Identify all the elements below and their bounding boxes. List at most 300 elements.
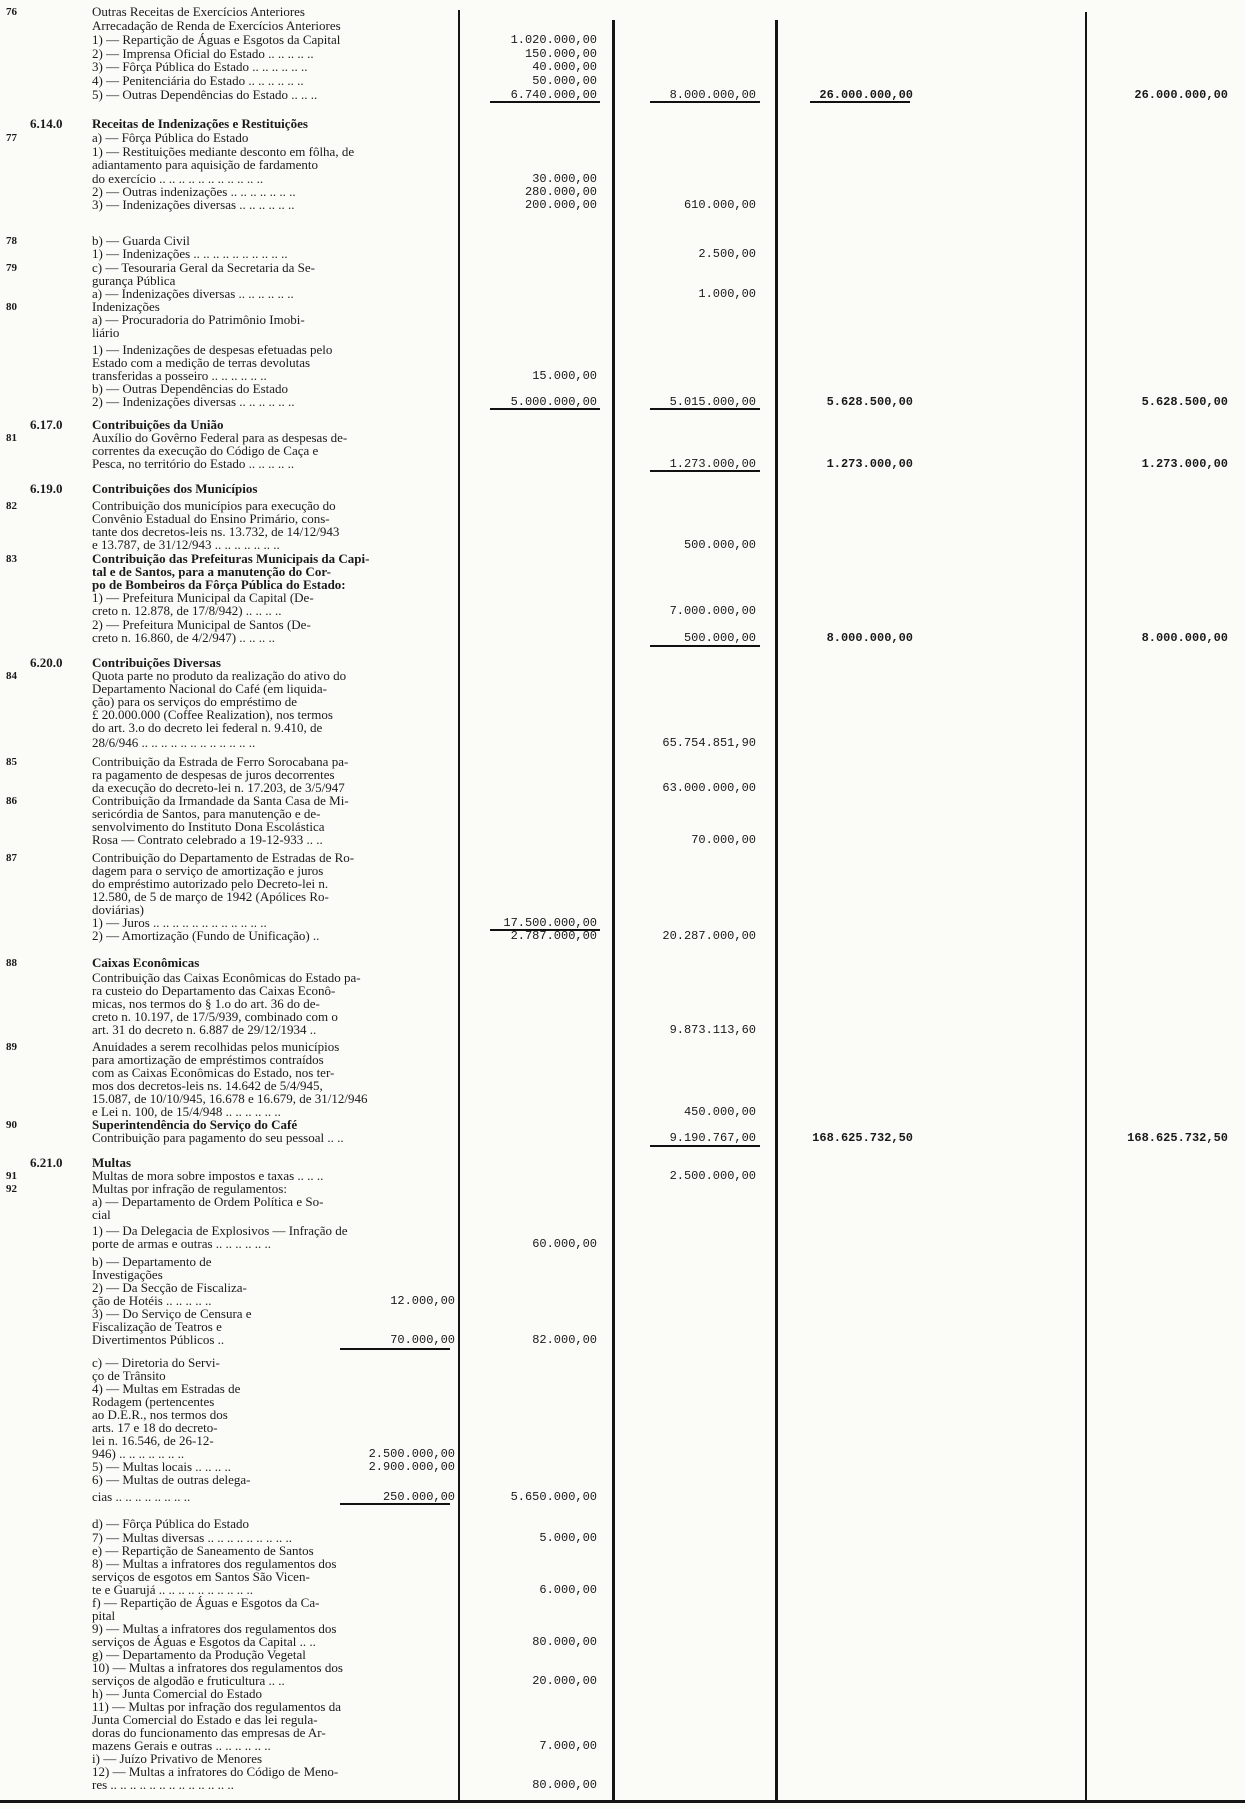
entry-description: para amortização de empréstimos contraídos [92, 1053, 324, 1067]
ledger-row [0, 131, 1245, 145]
ledger-row [0, 1040, 1245, 1054]
amount: 1.020.000,00 [510, 33, 597, 47]
entry-description: Superintendência do Serviço do Café [92, 1118, 298, 1132]
entry-description: 11) — Multas por infração dos regulamentos da [92, 1700, 341, 1714]
entry-description: 1) — Indenizações .. .. .. .. .. .. .. .. .. .. [92, 247, 288, 261]
ledger-row [0, 1079, 1245, 1093]
entry-description: a) — Departamento de Ordem Política e So- [92, 1195, 324, 1209]
amount: 200.000,00 [524, 198, 597, 212]
ledger-row [0, 88, 1245, 102]
ledger-row [0, 1596, 1245, 1610]
amount: 5.000.000,00 [510, 395, 597, 409]
ledger-row [0, 591, 1245, 605]
entry-description: Auxílio do Govêrno Federal para as despesas de- [92, 431, 348, 445]
entry-description: ção de Hotéis .. .. .. .. .. [92, 1294, 212, 1308]
entry-description: ra pagamento de despesas de juros decorrentes [92, 768, 335, 782]
entry-description: Outras Receitas de Exercícios Anteriores [92, 5, 305, 19]
ledger-row [0, 1268, 1245, 1282]
ledger-row [0, 916, 1245, 930]
entry-description: po de Bombeiros da Fôrça Pública do Estado: [92, 578, 346, 592]
entry-description: 15.087, de 10/10/945, 16.678 e 16.679, de 31/12/946 [92, 1092, 368, 1106]
entry-description: 1) — Da Delegacia de Explosivos — Infração de [92, 1224, 348, 1238]
entry-description: mos dos decretos-leis ns. 14.642 de 5/4/945, [92, 1079, 323, 1093]
total: 8.000.000,00 [826, 631, 913, 645]
ledger-row [0, 1237, 1245, 1251]
ledger-row [0, 1333, 1245, 1347]
entry-description: ao D.E.R., nos termos dos [92, 1408, 228, 1422]
entry-description: 1) — Repartição de Águas e Esgotos da Capital [92, 33, 341, 47]
total: 1.273.000,00 [826, 457, 913, 471]
entry-description: gurança Pública [92, 274, 176, 288]
item-number: 84 [6, 670, 17, 682]
entry-description: do art. 3.o do decreto lei federal n. 9.410, de [92, 721, 323, 735]
entry-description: transferidas a posseiro .. .. .. .. .. .. [92, 369, 267, 383]
ledger-row [0, 755, 1245, 769]
ledger-row [0, 1557, 1245, 1571]
entry-description: g) — Departamento da Produção Vegetal [92, 1648, 306, 1662]
entry-description: 5) — Multas locais .. .. .. .. [92, 1460, 232, 1474]
amount: 15.000,00 [532, 369, 597, 383]
ledger-row [0, 74, 1245, 88]
section-code: 6.19.0 [30, 481, 63, 496]
ledger-row [0, 1320, 1245, 1334]
bottom-rule [0, 1800, 1245, 1803]
ledger-row [0, 1544, 1245, 1558]
ledger-row [0, 512, 1245, 526]
ledger-row [0, 1726, 1245, 1740]
ledger-row [0, 1224, 1245, 1238]
ledger-row [0, 343, 1245, 357]
entry-description: senvolvimento do Instituto Dona Escolástica [92, 820, 325, 834]
amount: 80.000,00 [532, 1635, 597, 1649]
entry-description: Anuidades a serem recolhidas pelos municípios [92, 1040, 340, 1054]
entry-description: do exercício .. .. .. .. .. .. .. .. .. .. .. [92, 172, 264, 186]
entry-description: com as Caixas Econômicas do Estado, nos ter- [92, 1066, 335, 1080]
amount: 2.787.000,00 [510, 929, 597, 943]
entry-description: 7) — Multas diversas .. .. .. .. .. .. .. .. .. [92, 1531, 293, 1545]
subtotal: 2.500.000,00 [669, 1169, 756, 1183]
ledger-row [0, 1752, 1245, 1766]
entry-description: i) — Juízo Privativo de Menores [92, 1752, 263, 1766]
entry-description: 3) — Indenizações diversas .. .. .. .. .. .. [92, 198, 295, 212]
entry-description: Contribuições da União [92, 418, 224, 432]
entry-description: do empréstimo autorizado pelo Decreto-lei n. [92, 877, 329, 891]
entry-description: b) — Outras Dependências do Estado [92, 382, 289, 396]
subtotal: 500.000,00 [683, 631, 756, 645]
entry-description: ção) para os serviços do empréstimo de [92, 695, 298, 709]
section-code: 6.21.0 [30, 1155, 63, 1170]
ledger-row [0, 1460, 1245, 1474]
ledger-row [0, 1765, 1245, 1779]
sub-amount: 2.900.000,00 [368, 1460, 455, 1474]
ledger-row [0, 984, 1245, 998]
ledger-row [0, 1447, 1245, 1461]
ledger-row [0, 1648, 1245, 1662]
item-number: 77 [6, 132, 17, 144]
ledger-row [0, 1195, 1245, 1209]
entry-description: e) — Repartição de Saneamento de Santos [92, 1544, 314, 1558]
ledger-row [0, 431, 1245, 445]
ledger-row [0, 682, 1245, 696]
entry-description: res .. .. .. .. .. .. .. .. .. .. .. .. .. [92, 1778, 234, 1792]
ledger-row [0, 1281, 1245, 1295]
amount: 20.000,00 [532, 1674, 597, 1688]
sub-amount: 70.000,00 [390, 1333, 455, 1347]
total: 26.000.000,00 [819, 88, 913, 102]
entry-description: art. 31 do decreto n. 6.887 de 29/12/1934 .. [92, 1023, 317, 1037]
ledger-row [0, 1010, 1245, 1024]
entry-description: b) — Departamento de [92, 1255, 212, 1269]
entry-description: dagem para o serviço de amortização e juros [92, 864, 324, 878]
ledger-row [0, 60, 1245, 74]
ledger-row [0, 158, 1245, 172]
entry-description: £ 20.000.000 (Coffee Realization), nos termos [92, 708, 333, 722]
entry-description: 1) — Prefeitura Municipal da Capital (De- [92, 591, 314, 605]
entry-description: 1) — Juros .. .. .. .. .. .. .. .. .. .. .. .. [92, 916, 267, 930]
entry-description: Rodagem (pertencentes [92, 1395, 215, 1409]
ledger-row [0, 1622, 1245, 1636]
ledger-row [0, 1661, 1245, 1675]
subtotal: 7.000.000,00 [669, 604, 756, 618]
entry-description: da execução do decreto-lei n. 17.203, de 3/5/947 [92, 781, 345, 795]
entry-description: Contribuições Diversas [92, 656, 221, 670]
subtotal: 2.500,00 [698, 247, 756, 261]
entry-description: Convênio Estadual do Ensino Primário, cons- [92, 512, 330, 526]
ledger-row [0, 1490, 1245, 1504]
sub-amount: 250.000,00 [382, 1490, 455, 1504]
subtotal: 9.190.767,00 [669, 1131, 756, 1145]
amount: 17.500.000,00 [503, 916, 597, 930]
item-number: 87 [6, 852, 17, 864]
ledger-row [0, 287, 1245, 301]
ledger-row [0, 721, 1245, 735]
ledger-row [0, 234, 1245, 248]
amount: 150.000,00 [524, 47, 597, 61]
entry-description: ra custeio do Departamento das Caixas Econô- [92, 984, 336, 998]
amount: 6.000,00 [539, 1583, 597, 1597]
ledger-row [0, 903, 1245, 917]
ledger-row [0, 736, 1245, 750]
ledger-row [0, 833, 1245, 847]
entry-description: 1) — Restituições mediante desconto em fôlha, de [92, 145, 355, 159]
entry-description: 2) — Imprensa Oficial do Estado .. .. .. .. .. [92, 47, 314, 61]
ledger-row [0, 768, 1245, 782]
item-number: 83 [6, 553, 17, 565]
ledger-row [0, 198, 1245, 212]
entry-description: mazens Gerais e outras .. .. .. .. .. .. [92, 1739, 271, 1753]
ledger-row [0, 1023, 1245, 1037]
ledger-row [0, 5, 1245, 19]
ledger-row [0, 356, 1245, 370]
item-number: 86 [6, 795, 17, 807]
item-number: 90 [6, 1119, 17, 1131]
ledger-row [0, 578, 1245, 592]
entry-description: 10) — Multas a infratores dos regulamentos dos [92, 1661, 343, 1675]
entry-description: tal e de Santos, para a manutenção do Cor- [92, 565, 331, 579]
ledger-row [0, 631, 1245, 645]
entry-description: c) — Diretoria do Servi- [92, 1356, 220, 1370]
ledger-row [0, 781, 1245, 795]
ledger-row [0, 1583, 1245, 1597]
entry-description: Contribuição para pagamento do seu pessoal .. .. [92, 1131, 344, 1145]
amount: 60.000,00 [532, 1237, 597, 1251]
entry-description: Contribuição dos municípios para execução do [92, 499, 336, 513]
ledger-row [0, 1674, 1245, 1688]
ledger-row [0, 1395, 1245, 1409]
subtotal: 5.015.000,00 [669, 395, 756, 409]
entry-description: 2) — Outras indenizações .. .. .. .. .. .. .. [92, 185, 296, 199]
ledger-row [0, 971, 1245, 985]
subtotal: 500.000,00 [683, 538, 756, 552]
ledger-row [0, 19, 1245, 33]
amount: 5.000,00 [539, 1531, 597, 1545]
ledger-row [0, 864, 1245, 878]
amount: 7.000,00 [539, 1739, 597, 1753]
ledger-row [0, 457, 1245, 471]
entry-description: Caixas Econômicas [92, 956, 200, 970]
entry-description: 2) — Amortização (Fundo de Unificação) .. [92, 929, 320, 943]
ledger-row [0, 1778, 1245, 1792]
entry-description: Contribuição da Estrada de Ferro Sorocabana pa- [92, 755, 349, 769]
subtotal: 610.000,00 [683, 198, 756, 212]
entry-description: a) — Fôrça Pública do Estado [92, 131, 249, 145]
entry-description: e Lei n. 100, de 15/4/948 .. .. .. .. .. .. [92, 1105, 281, 1119]
ledger-row [0, 552, 1245, 566]
ledger-row [0, 1421, 1245, 1435]
ledger-row [0, 1687, 1245, 1701]
ledger-row [0, 997, 1245, 1011]
ledger-row [0, 117, 1245, 131]
total: 168.625.732,50 [812, 1131, 913, 1145]
ledger-row [0, 145, 1245, 159]
total: 5.628.500,00 [826, 395, 913, 409]
entry-description: Fiscalização de Teatros e [92, 1320, 222, 1334]
entry-description: Estado com a medição de terras devolutas [92, 356, 311, 370]
ledger-row [0, 1739, 1245, 1753]
entry-description: c) — Tesouraria Geral da Secretaria da Se- [92, 261, 315, 275]
ledger-row [0, 418, 1245, 432]
entry-description: 2) — Indenizações diversas .. .. .. .. .. .. [92, 395, 295, 409]
subtotal: 9.873.113,60 [669, 1023, 756, 1037]
ledger-row [0, 1609, 1245, 1623]
sub-amount: 12.000,00 [390, 1294, 455, 1308]
ledger-row [0, 382, 1245, 396]
ledger-row [0, 1118, 1245, 1132]
entry-description: 12.580, de 5 de março de 1942 (Apólices Ro- [92, 890, 329, 904]
item-number: 85 [6, 756, 17, 768]
entry-description: Multas por infração de regulamentos: [92, 1182, 287, 1196]
ledger-row [0, 313, 1245, 327]
entry-description: 2) — Da Secção de Fiscaliza- [92, 1281, 247, 1295]
amount: 6.740.000,00 [510, 88, 597, 102]
ledger-row [0, 1294, 1245, 1308]
entry-description: 6) — Multas de outras delega- [92, 1473, 251, 1487]
entry-description: h) — Junta Comercial do Estado [92, 1687, 263, 1701]
ledger-row [0, 1169, 1245, 1183]
item-number: 80 [6, 301, 17, 313]
ledger-row [0, 604, 1245, 618]
amount: 80.000,00 [532, 1778, 597, 1792]
item-number: 88 [6, 957, 17, 969]
entry-description: cial [92, 1208, 111, 1222]
subtotal: 65.754.851,90 [662, 736, 756, 750]
entry-description: 5) — Outras Dependências do Estado .. .. .. [92, 88, 318, 102]
ledger-row [0, 794, 1245, 808]
entry-description: Pesca, no território do Estado .. .. .. .. .. [92, 457, 295, 471]
grand-total: 8.000.000,00 [1141, 631, 1228, 645]
ledger-row [0, 656, 1245, 670]
amount: 82.000,00 [532, 1333, 597, 1347]
entry-description: f) — Repartição de Águas e Esgotos da Ca- [92, 1596, 320, 1610]
ledger-row [0, 565, 1245, 579]
ledger-row [0, 1473, 1245, 1487]
entry-description: arts. 17 e 18 do decreto- [92, 1421, 218, 1435]
total-underline [650, 1145, 760, 1147]
ledger-row [0, 956, 1245, 970]
subtotal: 450.000,00 [683, 1105, 756, 1119]
entry-description: Divertimentos Públicos .. [92, 1333, 225, 1347]
subtotal: 8.000.000,00 [669, 88, 756, 102]
ledger-row [0, 1635, 1245, 1649]
ledger-row [0, 851, 1245, 865]
entry-description: Investigações [92, 1268, 163, 1282]
ledger-row [0, 1105, 1245, 1119]
entry-description: Contribuição das Caixas Econômicas do Estado pa- [92, 971, 361, 985]
entry-description: Contribuições dos Municípios [92, 482, 258, 496]
entry-description: 8) — Multas a infratores dos regulamentos dos [92, 1557, 337, 1571]
subtotal: 1.273.000,00 [669, 457, 756, 471]
entry-description: creto n. 16.860, de 4/2/947) .. .. .. .. [92, 631, 276, 645]
entry-description: pital [92, 1609, 116, 1623]
ledger-row [0, 300, 1245, 314]
ledger-row [0, 929, 1245, 943]
ledger-row [0, 1066, 1245, 1080]
entry-description: Contribuição das Prefeituras Municipais da Capi- [92, 552, 370, 566]
ledger-row [0, 395, 1245, 409]
ledger-row [0, 1156, 1245, 1170]
ledger-row [0, 877, 1245, 891]
amount: 5.650.000,00 [510, 1490, 597, 1504]
entry-description: d) — Fôrça Pública do Estado [92, 1517, 250, 1531]
entry-description: a) — Procuradoria do Patrimônio Imobi- [92, 313, 305, 327]
ledger-row [0, 326, 1245, 340]
ledger-row [0, 538, 1245, 552]
ledger-row [0, 1182, 1245, 1196]
ledger-row [0, 1700, 1245, 1714]
ledger-row [0, 172, 1245, 186]
entry-description: 2) — Prefeitura Municipal de Santos (De- [92, 618, 311, 632]
item-number: 78 [6, 235, 17, 247]
item-number: 81 [6, 432, 17, 444]
ledger-row [0, 499, 1245, 513]
entry-description: Contribuição do Departamento de Estradas de Ro- [92, 851, 355, 865]
ledger-row [0, 261, 1245, 275]
ledger-row [0, 1382, 1245, 1396]
ledger-row [0, 1408, 1245, 1422]
ledger-row [0, 695, 1245, 709]
entry-description: sericórdia de Santos, para manutenção e de- [92, 807, 321, 821]
subtotal: 63.000.000,00 [662, 781, 756, 795]
entry-description: te e Guarujá .. .. .. .. .. .. .. .. .. .. [92, 1583, 254, 1597]
item-number: 89 [6, 1041, 17, 1053]
entry-description: Departamento Nacional do Café (em liquida- [92, 682, 327, 696]
entry-description: ço de Trânsito [92, 1369, 166, 1383]
entry-description: serviços de esgotos em Santos São Vicen- [92, 1570, 310, 1584]
entry-description: Multas [92, 1156, 131, 1170]
entry-description: 28/6/946 .. .. .. .. .. .. .. .. .. .. .. .. [92, 736, 256, 750]
ledger-row [0, 444, 1245, 458]
entry-description: Arrecadação de Renda de Exercícios Anteriores [92, 19, 341, 33]
ledger-row [0, 247, 1245, 261]
ledger-row [0, 1092, 1245, 1106]
entry-description: Receitas de Indenizações e Restituições [92, 117, 308, 131]
ledger-row [0, 482, 1245, 496]
section-code: 6.14.0 [30, 116, 63, 131]
ledger-row [0, 1356, 1245, 1370]
ledger-row [0, 185, 1245, 199]
ledger-row [0, 890, 1245, 904]
total-underline [340, 1348, 450, 1350]
subtotal: 20.287.000,00 [662, 929, 756, 943]
entry-description: Multas de mora sobre impostos e taxas .. .. .. [92, 1169, 324, 1183]
ledger-row [0, 1713, 1245, 1727]
ledger-row [0, 1570, 1245, 1584]
item-number: 79 [6, 262, 17, 274]
entry-description: 1) — Indenizações de despesas efetuadas pelo [92, 343, 333, 357]
entry-description: Quota parte no produto da realização do ativo do [92, 669, 347, 683]
entry-description: creto n. 10.197, de 17/5/939, combinado com o [92, 1010, 338, 1024]
entry-description: micas, nos termos do § 1.o do art. 36 do de- [92, 997, 320, 1011]
ledger-row [0, 274, 1245, 288]
amount: 50.000,00 [532, 74, 597, 88]
grand-total: 1.273.000,00 [1141, 457, 1228, 471]
entry-description: 946) .. .. .. .. .. .. .. [92, 1447, 185, 1461]
ledger-row [0, 820, 1245, 834]
entry-description: porte de armas e outras .. .. .. .. .. .. [92, 1237, 272, 1251]
ledger-row [0, 1369, 1245, 1383]
entry-description: cias .. .. .. .. .. .. .. .. [92, 1490, 191, 1504]
ledger-row [0, 1531, 1245, 1545]
grand-total: 26.000.000,00 [1134, 88, 1228, 102]
entry-description: 3) — Do Serviço de Censura e [92, 1307, 252, 1321]
entry-description: Rosa — Contrato celebrado a 19-12-933 .. .. [92, 833, 323, 847]
entry-description: 12) — Multas a infratores do Código de Meno- [92, 1765, 339, 1779]
entry-description: correntes da execução do Código de Caça e [92, 444, 319, 458]
ledger-row [0, 1517, 1245, 1531]
grand-total: 5.628.500,00 [1141, 395, 1228, 409]
entry-description: 3) — Fôrça Pública do Estado .. .. .. .. .. .. [92, 60, 308, 74]
entry-description: 9) — Multas a infratores dos regulamentos dos [92, 1622, 337, 1636]
ledger-row [0, 33, 1245, 47]
entry-description: doviárias) [92, 903, 144, 917]
subtotal: 70.000,00 [691, 833, 756, 847]
grand-total: 168.625.732,50 [1127, 1131, 1228, 1145]
section-code: 6.17.0 [30, 417, 63, 432]
sub-amount: 2.500.000,00 [368, 1447, 455, 1461]
entry-description: adiantamento para aquisição de fardamento [92, 158, 318, 172]
amount: 280.000,00 [524, 185, 597, 199]
ledger-row [0, 47, 1245, 61]
entry-description: serviços de algodão e fruticultura .. .. [92, 1674, 285, 1688]
ledger-row [0, 618, 1245, 632]
ledger-row [0, 807, 1245, 821]
ledger-row [0, 1255, 1245, 1269]
entry-description: creto n. 12.878, de 17/8/942) .. .. .. .. [92, 604, 282, 618]
ledger-row [0, 525, 1245, 539]
ledger-row [0, 669, 1245, 683]
entry-description: tante dos decretos-leis ns. 13.732, de 14/12/943 [92, 525, 340, 539]
entry-description: doras do funcionamento das empresas de Ar- [92, 1726, 326, 1740]
